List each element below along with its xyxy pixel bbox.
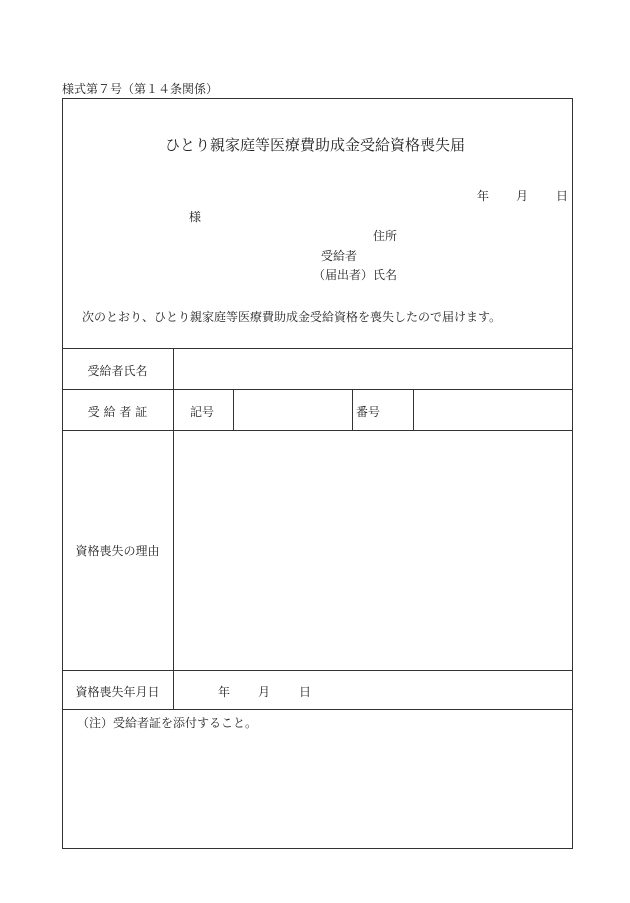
address-label: 住所: [373, 229, 398, 243]
recipient-label: 受給者: [321, 249, 358, 263]
symbol-field[interactable]: [234, 390, 351, 429]
number-label-divider-left: [352, 389, 353, 430]
statement-text: 次のとおり、ひとり親家庭等医療費助成金受給資格を喪失したので届けます。: [82, 310, 502, 324]
addressee-suffix: 様: [189, 210, 202, 224]
row-rule-4: [62, 709, 573, 710]
symbol-label: 記号: [190, 405, 215, 419]
recipient-name-label: 受給者氏名: [87, 364, 148, 378]
number-field[interactable]: [414, 390, 572, 429]
certificate-label: 受 給 者 証: [87, 405, 148, 419]
form-title: ひとり親家庭等医療費助成金受給資格喪失届: [164, 136, 465, 154]
reason-label: 資格喪失の理由: [75, 544, 160, 558]
header-day-label: 日: [556, 189, 569, 203]
header-month-label: 月: [516, 189, 529, 203]
name-label: 氏名: [373, 268, 398, 282]
reason-field[interactable]: [174, 431, 572, 669]
header-year-label: 年: [477, 189, 490, 203]
notifier-label: （届出者）: [313, 268, 374, 282]
loss-date-label: 資格喪失年月日: [75, 685, 160, 699]
number-label: 番号: [356, 405, 381, 419]
form-number-label: 様式第７号（第１４条関係）: [62, 82, 219, 96]
attachment-note: （注）受給者証を添付すること。: [77, 716, 258, 730]
loss-date-field[interactable]: [174, 671, 572, 708]
loss-day-label: 日: [299, 685, 312, 699]
recipient-name-field[interactable]: [174, 349, 572, 388]
loss-year-label: 年: [218, 685, 231, 699]
loss-month-label: 月: [258, 685, 271, 699]
